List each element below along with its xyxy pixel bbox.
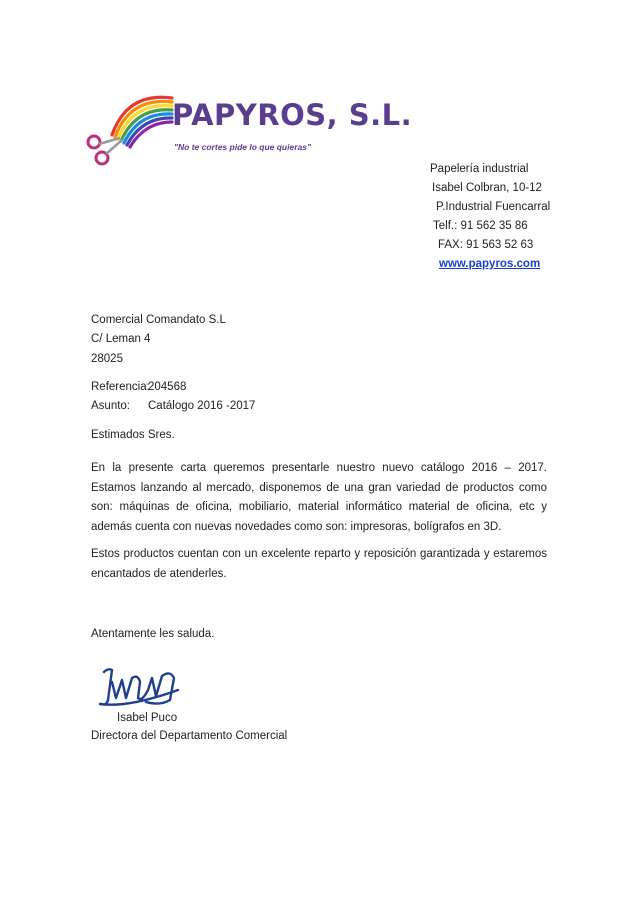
company-slogan: "No te cortes pide lo que quieras" bbox=[174, 142, 312, 152]
reference-block bbox=[91, 378, 255, 417]
recipient-name: Comercial Comandato S.L bbox=[91, 314, 226, 326]
signature-image bbox=[98, 660, 188, 710]
recipient-street: C/ Leman 4 bbox=[91, 333, 151, 346]
sender-fax: FAX: 91 563 52 63 bbox=[438, 239, 534, 251]
salutation: Estimados Sres. bbox=[91, 429, 175, 441]
signer-title: Directora del Departamento Comercial bbox=[91, 730, 288, 742]
recipient-block bbox=[91, 311, 226, 369]
sender-website-wrap bbox=[439, 255, 540, 274]
subject-label: Asunto: bbox=[91, 400, 130, 413]
recipient-postcode: 28025 bbox=[91, 352, 123, 365]
signer-name: Isabel Puco bbox=[117, 712, 178, 724]
sender-website-link[interactable]: www.papyros.com bbox=[439, 258, 541, 270]
sender-line-street: Isabel Colbran, 10-12 bbox=[432, 182, 542, 194]
reference-value: 204568 bbox=[148, 381, 187, 393]
body-paragraph-2: Estos productos cuentan con un excelente reparto y reposición garantizada y estaremos encantados de atenderles. bbox=[91, 548, 547, 580]
reference-row bbox=[91, 378, 255, 397]
subject-value: Catálogo 2016 -2017 bbox=[148, 400, 256, 413]
reference-label: Referencia: bbox=[91, 381, 150, 393]
sender-phone: Telf.: 91 562 35 86 bbox=[433, 220, 528, 232]
sender-line-company: Papelería industrial bbox=[430, 163, 529, 175]
closing: Atentamente les saluda. bbox=[91, 628, 215, 640]
company-name: PAPYROS, S.L. bbox=[172, 98, 413, 132]
scissors-icon bbox=[88, 136, 122, 164]
body-paragraph-1: En la presente carta queremos presentarle nuestro nuevo catálogo 2016 – 2017. Estamos lanzando al mercado, disponemos de una gran variedad de productos como son: máquinas de oficina, mobiliario, material informático material de oficina, etc y además cuenta con nuevas novedades como son: impresoras, bolígrafos en 3D. bbox=[91, 462, 547, 533]
sender-line-area: P.Industrial Fuencarral bbox=[436, 201, 551, 213]
subject-row bbox=[91, 397, 255, 416]
